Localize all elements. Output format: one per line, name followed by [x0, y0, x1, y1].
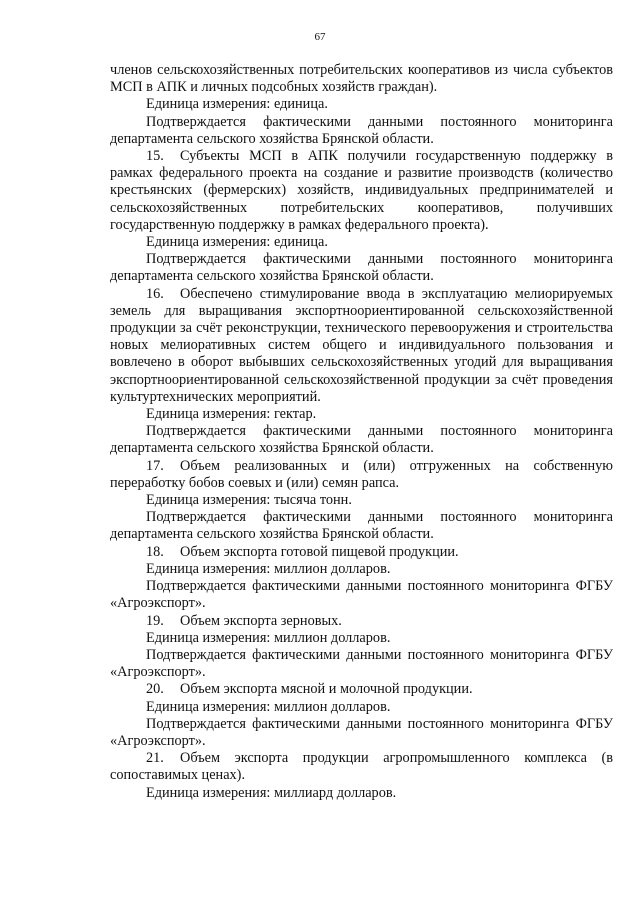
indicator-text: Субъекты МСП в АПК получили государственную поддержку в рамках федерального проекта на создание и развитие производств (количество крестьянских (фермерских) хозяйств, индивидуальных предпринимателей и сельскохозяйственных потребительских кооперативов, получивших государственную поддержку в рамках федерального проекта).: [110, 148, 613, 233]
indicator-number: 20.: [146, 681, 164, 698]
confirmation-source: Подтверждается фактическими данными постоянного мониторинга ФГБУ «Агроэкспорт».: [110, 646, 613, 681]
indicator-text: Объем экспорта готовой пищевой продукции.: [180, 543, 459, 560]
indicator-20: [110, 681, 613, 698]
indicator-text: Обеспечено стимулирование ввода в эксплуатацию мелиорируемых земель для выращивания экспортноориентированной сельскохозяйственной продукции за счёт реконструкции, технического перевооружения и строительства новых мелиоративных систем общего и индивидуального пользования и вовлечено в оборот выбывших сельскохозяйственных угодий для выращивания экспортноориентированной сельскохозяйственной продукции за счёт проведения культуртехнических мероприятий.: [110, 285, 613, 405]
indicator-text: Объем реализованных и (или) отгруженных на собственную переработку бобов соевых и (или) семян рапса.: [110, 457, 613, 491]
page-number: 67: [314, 31, 326, 43]
indicator-21: [110, 750, 613, 784]
confirmation-source: Подтверждается фактическими данными постоянного мониторинга ФГБУ «Агроэкспорт».: [110, 578, 613, 612]
indicator-text: Объем экспорта зерновых.: [180, 612, 342, 629]
confirmation-source: Подтверждается фактическими данными постоянного мониторинга департамента сельского хозяйства Брянской области.: [110, 113, 613, 147]
unit-of-measure: Единица измерения: гектар.: [146, 406, 317, 423]
unit-of-measure: Единица измерения: единица.: [146, 234, 328, 251]
indicator-15: [110, 148, 613, 234]
unit-of-measure: Единица измерения: миллион долларов.: [146, 560, 391, 577]
confirmation-source: Подтверждается фактическими данными постоянного мониторинга департамента сельского хозяйства Брянской области.: [110, 423, 613, 457]
unit-of-measure: Единица измерения: миллион долларов.: [146, 698, 391, 715]
indicator-16: [110, 286, 613, 406]
indicator-number: 21.: [146, 750, 164, 767]
indicator-number: 17.: [146, 457, 164, 474]
indicator-17: [110, 458, 613, 492]
indicator-number: 18.: [146, 543, 164, 560]
indicator-19: [110, 613, 613, 630]
confirmation-source: Подтверждается фактическими данными постоянного мониторинга департамента сельского хозяйства Брянской области.: [110, 251, 613, 285]
indicator-text: Объем экспорта продукции агропромышленного комплекса (в сопоставимых ценах).: [110, 750, 613, 784]
document-body: [110, 62, 613, 802]
unit-of-measure: Единица измерения: тысяча тонн.: [146, 492, 352, 509]
indicator-number: 15.: [146, 148, 164, 165]
paragraph: членов сельскохозяйственных потребительских кооперативов из числа субъектов МСП в АПК и личных подсобных хозяйств граждан).: [110, 62, 613, 96]
indicator-number: 19.: [146, 612, 164, 629]
indicator-text: Объем экспорта мясной и молочной продукции.: [180, 681, 473, 698]
unit-of-measure: Единица измерения: миллион долларов.: [146, 629, 391, 646]
unit-of-measure: Единица измерения: единица.: [146, 96, 328, 113]
confirmation-source: Подтверждается фактическими данными постоянного мониторинга департамента сельского хозяйства Брянской области.: [110, 509, 613, 543]
unit-of-measure: Единица измерения: миллиард долларов.: [146, 784, 397, 801]
confirmation-source: Подтверждается фактическими данными постоянного мониторинга ФГБУ «Агроэкспорт».: [110, 715, 613, 749]
indicator-18: [110, 544, 613, 561]
indicator-number: 16.: [146, 285, 164, 302]
